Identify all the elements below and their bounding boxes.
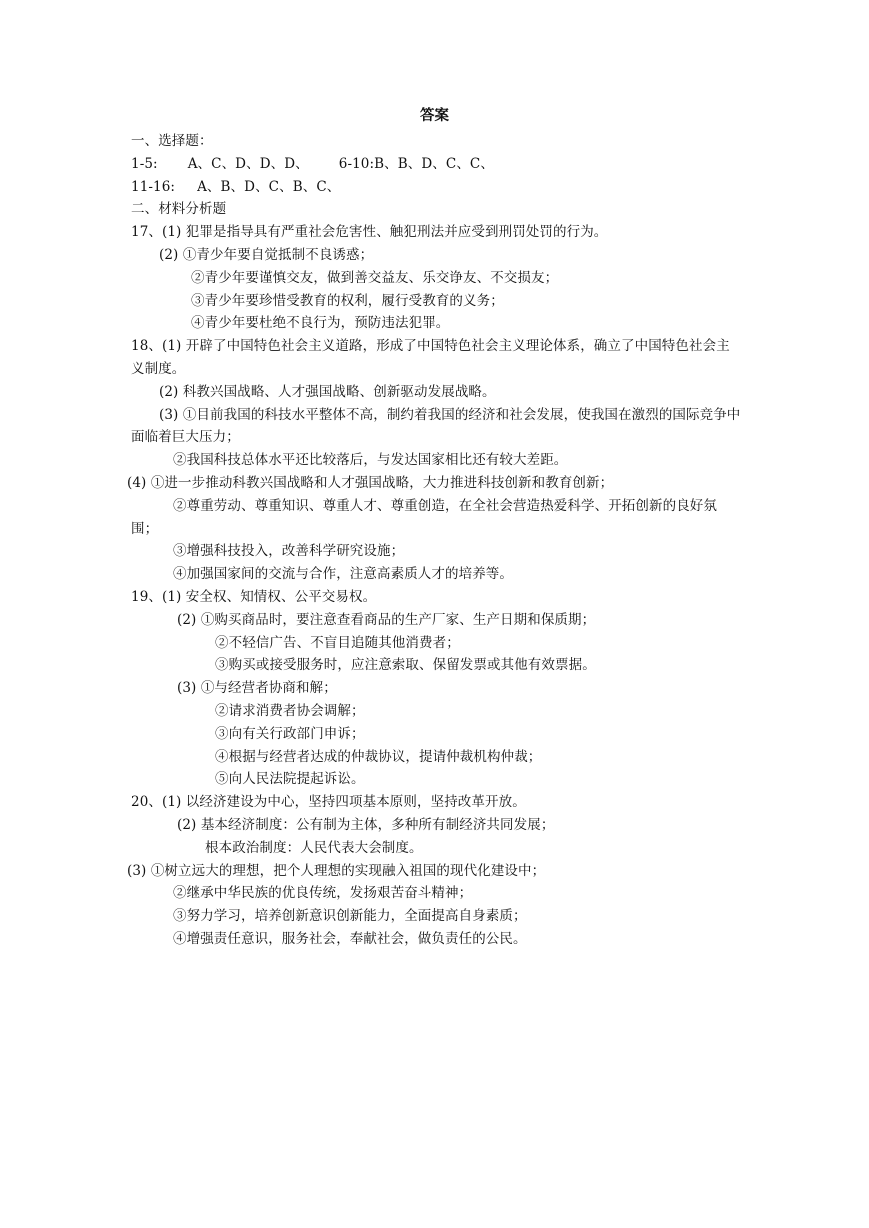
answer-line: ④根据与经营者达成的仲裁协议，提请仲裁机构仲裁； bbox=[215, 748, 542, 765]
answer-line: (2) ①青少年要自觉抵制不良诱惑； bbox=[159, 246, 374, 263]
answer-line: ②青少年要谨慎交友，做到善交益友、乐交诤友、不交损友； bbox=[191, 269, 559, 286]
answer-line: 19、(1) 安全权、知情权、公平交易权。 bbox=[131, 588, 377, 605]
answer-line: (2) 科教兴国战略、人才强国战略、创新驱动发展战略。 bbox=[159, 383, 496, 400]
answer-line: (3) ①与经营者协商和解； bbox=[177, 680, 337, 697]
mc-answers-2: 11-16: A、B、D、C、B、C、 bbox=[131, 178, 341, 195]
answer-line: 根本政治制度：人民代表大会制度。 bbox=[205, 839, 423, 856]
answer-line: ②尊重劳动、尊重知识、尊重人才、尊重创造，在全社会营造热爱科学、开拓创新的良好氛围； bbox=[131, 497, 717, 537]
answer-line: ②请求消费者协会调解； bbox=[215, 702, 365, 719]
mc-answers-1: 1-5: A、C、D、D、D、 6-10:B、B、D、C、C、 bbox=[131, 155, 494, 172]
answer-line: ③青少年要珍惜受教育的权利，履行受教育的义务； bbox=[191, 292, 504, 309]
answer-line: (2) 基本经济制度：公有制为主体，多种所有制经济共同发展； bbox=[177, 816, 555, 833]
answer-line: ③增强科技投入，改善科学研究设施； bbox=[173, 543, 405, 560]
answer-line: ②我国科技总体水平还比较落后，与发达国家相比还有较大差距。 bbox=[173, 452, 568, 469]
page-title: 答案 bbox=[420, 108, 449, 124]
answer-line: ④加强国家间的交流与合作，注意高素质人才的培养等。 bbox=[173, 566, 513, 583]
answer-line: (2) ①购买商品时，要注意查看商品的生产厂家、生产日期和保质期； bbox=[177, 611, 596, 628]
answer-line: 17、(1) 犯罪是指导具有严重社会危害性、触犯刑法并应受到刑罚处罚的行为。 bbox=[131, 224, 608, 241]
answer-line: (3) ①目前我国的科技水平整体不高，制约着我国的经济和社会发展，使我国在激烈的国际竞争中面临着巨大压力； bbox=[131, 406, 741, 446]
answer-line: ②继承中华民族的优良传统，发扬艰苦奋斗精神； bbox=[173, 885, 473, 902]
answer-line: ⑤向人民法院提起诉讼。 bbox=[215, 771, 365, 788]
answer-line: ③努力学习，培养创新意识创新能力，全面提高自身素质； bbox=[173, 908, 527, 925]
answer-line: ③向有关行政部门申诉； bbox=[215, 725, 365, 742]
answer-line: ④增强责任意识，服务社会，奉献社会，做负责任的公民。 bbox=[173, 930, 527, 947]
answer-line: ②不轻信广告、不盲目追随其他消费者； bbox=[215, 634, 460, 651]
answer-line: 18、(1) 开辟了中国特色社会主义道路，形成了中国特色社会主义理论体系，确立了中国特色社会主义制度。 bbox=[131, 338, 730, 377]
answer-line: 20、(1) 以经济建设为中心，坚持四项基本原则，坚持改革开放。 bbox=[131, 794, 526, 811]
answer-line: ④青少年要杜绝不良行为，预防违法犯罪。 bbox=[191, 315, 450, 332]
answer-line: 二、材料分析题 bbox=[131, 201, 227, 218]
answer-line: ③购买或接受服务时，应注意索取、保留发票或其他有效票据。 bbox=[215, 657, 596, 674]
section-heading: 一、选择题： bbox=[131, 133, 213, 149]
answer-content bbox=[127, 130, 743, 951]
answer-line: (4) ①进一步推动科教兴国战略和人才强国战略，大力推进科技创新和教育创新； bbox=[127, 474, 614, 491]
answer-line: (3) ①树立远大的理想，把个人理想的实现融入祖国的现代化建设中； bbox=[127, 862, 546, 879]
